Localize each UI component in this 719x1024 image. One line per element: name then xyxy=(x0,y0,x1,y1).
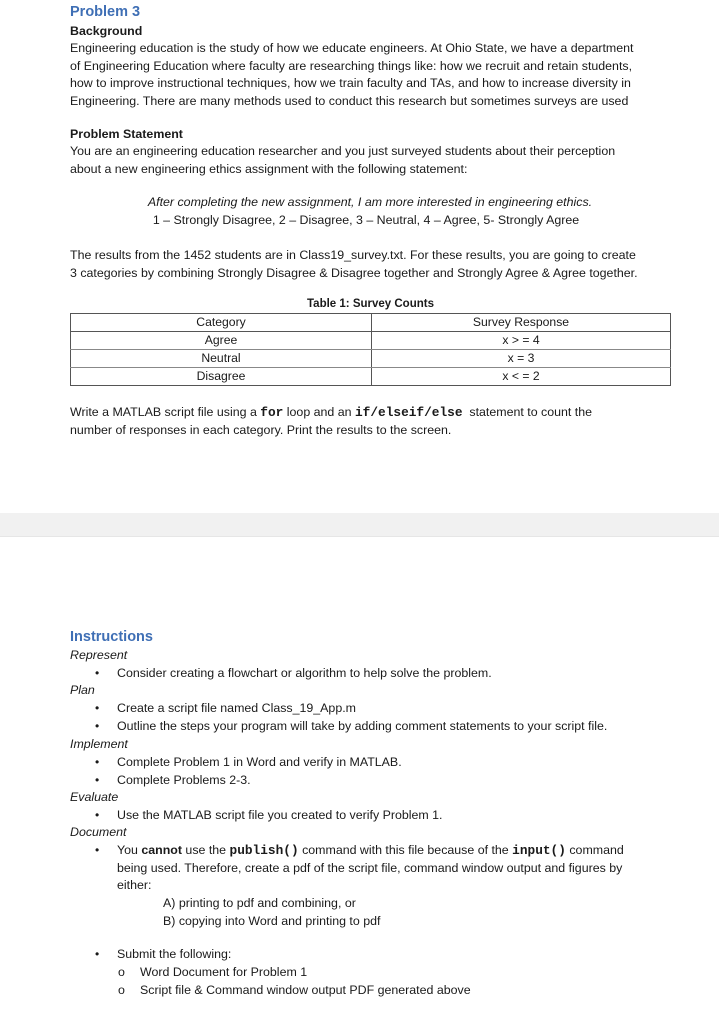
table-row xyxy=(71,368,671,386)
results-text xyxy=(70,247,638,282)
instructions-title: Instructions xyxy=(70,629,153,645)
task-text-segment: statement to count the xyxy=(462,405,593,419)
represent-item: Consider creating a flowchart or algorithm to help solve the problem. xyxy=(117,666,492,680)
subbullet-icon: o xyxy=(118,983,125,997)
problem-statement-heading: Problem Statement xyxy=(70,127,183,141)
implement-label: Implement xyxy=(70,737,128,751)
represent-label: Represent xyxy=(70,648,128,662)
bullet-icon: • xyxy=(95,843,100,857)
table-cell-category: Agree xyxy=(71,332,372,350)
code-for: for xyxy=(260,405,284,420)
page-break-divider xyxy=(0,513,719,537)
submit-label: Submit the following: xyxy=(117,947,232,961)
likert-scale: 1 – Strongly Disagree, 2 – Disagree, 3 – Neutral, 4 – Agree, 5- Strongly Agree xyxy=(152,213,580,227)
bullet-icon: • xyxy=(95,701,100,715)
document-options xyxy=(163,895,380,930)
table-header-row xyxy=(71,314,671,332)
table-header-response: Survey Response xyxy=(372,314,671,332)
background-text xyxy=(70,40,633,110)
table-cell-category: Neutral xyxy=(71,350,372,368)
background-line: how to improve instructional techniques, how we train faculty and TAs, and how to increase diversity in xyxy=(70,76,631,90)
task-text xyxy=(70,404,592,439)
bullet-icon: • xyxy=(95,808,100,822)
code-if-elseif-else: if/elseif/else xyxy=(355,405,463,420)
bullet-icon: • xyxy=(95,755,100,769)
table-cell-response: x = 3 xyxy=(372,350,671,368)
submit-item: Word Document for Problem 1 xyxy=(140,965,308,979)
table-row xyxy=(71,350,671,368)
results-line: The results from the 1452 students are in Class19_survey.txt. For these results, you are going to create xyxy=(70,248,636,262)
plan-item: Create a script file named Class_19_App.m xyxy=(117,701,356,715)
document-line-1 xyxy=(117,842,624,860)
document-line-2: being used. Therefore, create a pdf of the script file, command window output and figures by xyxy=(117,860,623,875)
document-label: Document xyxy=(70,825,127,839)
bullet-icon: • xyxy=(95,773,100,787)
results-line: 3 categories by combining Strongly Disagree & Disagree together and Strongly Agree & Agree together. xyxy=(70,265,638,280)
text-segment: command xyxy=(565,843,624,857)
survey-counts-table xyxy=(70,313,671,386)
table-caption: Table 1: Survey Counts xyxy=(307,298,434,310)
document-line-3: either: xyxy=(117,878,152,892)
survey-statement-quote: After completing the new assignment, I am more interested in engineering ethics. xyxy=(147,195,593,209)
table-row xyxy=(71,332,671,350)
option-a: A) printing to pdf and combining, or xyxy=(163,896,356,910)
implement-item: Complete Problem 1 in Word and verify in MATLAB. xyxy=(117,755,402,769)
submit-item: Script file & Command window output PDF generated above xyxy=(140,983,471,997)
table-cell-category: Disagree xyxy=(71,368,372,386)
document-item-publish xyxy=(117,842,624,895)
task-line-2: number of responses in each category. Print the results to the screen. xyxy=(70,422,452,437)
table-cell-response: x < = 2 xyxy=(372,368,671,386)
subbullet-icon: o xyxy=(118,965,125,979)
statement-line: about a new engineering ethics assignment with the following statement: xyxy=(70,161,468,176)
option-b: B) copying into Word and printing to pdf xyxy=(163,913,381,928)
code-publish: publish() xyxy=(229,843,299,858)
text-segment: command with this file because of the xyxy=(298,843,513,857)
problem-title: Problem 3 xyxy=(70,4,141,20)
table-cell-response: x > = 4 xyxy=(372,332,671,350)
emphasis-cannot: cannot xyxy=(141,843,182,857)
text-segment: use the xyxy=(181,843,230,857)
text-segment: You xyxy=(117,843,142,857)
task-text-segment: loop and an xyxy=(283,405,355,419)
background-line: of Engineering Education where faculty are researching things like: how we recruit and retain students, xyxy=(70,58,633,73)
background-heading: Background xyxy=(70,24,143,38)
bullet-icon: • xyxy=(95,719,100,733)
task-text-segment: Write a MATLAB script file using a xyxy=(70,405,261,419)
bullet-icon: • xyxy=(95,666,100,680)
plan-label: Plan xyxy=(70,683,95,697)
plan-item: Outline the steps your program will take by adding comment statements to your script file. xyxy=(117,719,608,733)
table-header-category: Category xyxy=(71,314,372,332)
background-line: Engineering. There are many methods used to conduct this research but sometimes surveys are used xyxy=(70,93,629,108)
evaluate-item: Use the MATLAB script file you created to verify Problem 1. xyxy=(117,808,443,822)
problem-statement-text xyxy=(70,143,615,178)
statement-line: You are an engineering education researcher and you just surveyed students about their perception xyxy=(70,144,616,158)
evaluate-label: Evaluate xyxy=(70,790,119,804)
bullet-icon: • xyxy=(95,947,100,961)
task-line-1 xyxy=(70,404,592,422)
code-input: input() xyxy=(512,843,566,858)
background-line: Engineering education is the study of how we educate engineers. At Ohio State, we have a department xyxy=(70,41,634,55)
implement-item: Complete Problems 2-3. xyxy=(117,773,251,787)
